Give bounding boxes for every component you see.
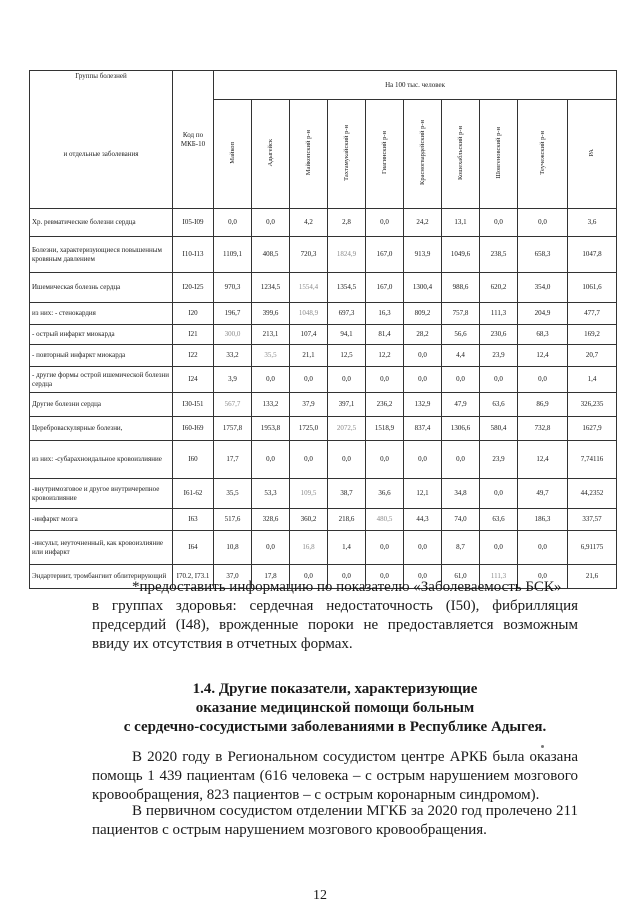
section-title-line3: с сердечно-сосудистыми заболеваниями в Республике Адыгея. xyxy=(123,719,547,735)
row-value: 2,8 xyxy=(328,209,366,237)
row-value: 1627,9 xyxy=(568,417,617,441)
row-value: 0,0 xyxy=(518,209,568,237)
header-region xyxy=(442,100,480,209)
table-row xyxy=(30,479,617,509)
row-value: 133,2 xyxy=(252,393,290,417)
row-value: 33,2 xyxy=(214,345,252,367)
row-icd-code: I22 xyxy=(173,345,214,367)
row-value: 0,0 xyxy=(366,531,404,565)
table-row xyxy=(30,273,617,303)
note-rest: в группах здоровья: сердечная недостаточность (I50), фибрилляция предсердий (I48), врожденные пороки не предоставляется возможным ввиду их отсутствия в отчетных формах. xyxy=(92,598,578,652)
row-value: 47,9 xyxy=(442,393,480,417)
row-value: 720,3 xyxy=(290,237,328,273)
row-value: 12,5 xyxy=(328,345,366,367)
row-value: 6,91175 xyxy=(568,531,617,565)
row-disease-name: - другие формы острой ишемической болезни сердца xyxy=(30,367,173,393)
header-region-label: Майкопский р-н xyxy=(304,130,312,176)
row-value: 12,4 xyxy=(518,345,568,367)
row-value: 480,5 xyxy=(366,509,404,531)
row-value: 399,6 xyxy=(252,303,290,325)
row-value: 24,2 xyxy=(404,209,442,237)
table-row xyxy=(30,325,617,345)
row-value: 132,9 xyxy=(404,393,442,417)
row-disease-name: Эндартериит, тромбангиит облитерирующий xyxy=(30,565,173,589)
row-value: 1953,8 xyxy=(252,417,290,441)
row-value: 0,0 xyxy=(404,441,442,479)
row-value: 28,2 xyxy=(404,325,442,345)
row-icd-code: I64 xyxy=(173,531,214,565)
row-value: 1518,9 xyxy=(366,417,404,441)
header-region xyxy=(328,100,366,209)
row-value: 0,0 xyxy=(366,209,404,237)
header-region xyxy=(568,100,617,209)
row-value: 580,4 xyxy=(480,417,518,441)
paragraph-regional-center: В 2020 году в Региональном сосудистом центре АРКБ была оказана помощь 1 439 пациентам (616 человека – с острым нарушением мозгового кровообращения, 823 пациентов – с острым коронарным синдромом). xyxy=(92,749,578,803)
row-value: 0,0 xyxy=(328,565,366,589)
table-row xyxy=(30,345,617,367)
row-value: 1306,6 xyxy=(442,417,480,441)
row-value: 1,4 xyxy=(328,531,366,565)
header-region xyxy=(480,100,518,209)
row-value: 68,3 xyxy=(518,325,568,345)
row-value: 17,7 xyxy=(214,441,252,479)
table-row xyxy=(30,441,617,479)
row-value: 49,7 xyxy=(518,479,568,509)
row-icd-code: I30-I51 xyxy=(173,393,214,417)
row-value: 17,8 xyxy=(252,565,290,589)
row-value: 0,0 xyxy=(480,209,518,237)
page-number: 12 xyxy=(313,888,327,903)
row-value: 44,3 xyxy=(404,509,442,531)
row-icd-code: I05-I09 xyxy=(173,209,214,237)
row-value: 477,7 xyxy=(568,303,617,325)
header-region-label: РА xyxy=(588,149,596,157)
row-disease-name: из них: - стенокардия xyxy=(30,303,173,325)
table-row xyxy=(30,417,617,441)
row-value: 517,6 xyxy=(214,509,252,531)
row-disease-name: Болезни, характеризующиеся повышенным кровяным давлением xyxy=(30,237,173,273)
row-value: 56,6 xyxy=(442,325,480,345)
row-value: 111,3 xyxy=(480,303,518,325)
row-value: 0,0 xyxy=(366,367,404,393)
header-region-label: Адыгейск xyxy=(266,139,274,167)
row-value: 74,0 xyxy=(442,509,480,531)
row-value: 23,9 xyxy=(480,345,518,367)
row-value: 107,4 xyxy=(290,325,328,345)
row-value: 0,0 xyxy=(328,367,366,393)
row-value: 1757,8 xyxy=(214,417,252,441)
row-value: 34,8 xyxy=(442,479,480,509)
row-disease-name: -внутримозговое и другое внутричерепное кровоизлияние xyxy=(30,479,173,509)
row-value: 0,0 xyxy=(214,209,252,237)
header-region-label: Тахтамукайский р-н xyxy=(342,125,350,181)
row-value: 970,3 xyxy=(214,273,252,303)
row-value: 53,3 xyxy=(252,479,290,509)
row-value: 109,5 xyxy=(290,479,328,509)
header-code: Код по МКБ-10 xyxy=(173,71,214,209)
row-value: 697,3 xyxy=(328,303,366,325)
row-value: 4,2 xyxy=(290,209,328,237)
row-value: 326,235 xyxy=(568,393,617,417)
row-disease-name: - острый инфаркт миокарда xyxy=(30,325,173,345)
table-row xyxy=(30,393,617,417)
row-value: 23,9 xyxy=(480,441,518,479)
header-region-label: Красногвардейский р-н xyxy=(418,120,426,186)
row-disease-name: Цереброваскулярные болезни, xyxy=(30,417,173,441)
row-value: 809,2 xyxy=(404,303,442,325)
row-value: 37,9 xyxy=(290,393,328,417)
row-value: 12,4 xyxy=(518,441,568,479)
row-disease-name: -инфаркт мозга xyxy=(30,509,173,531)
row-value: 0,0 xyxy=(518,531,568,565)
row-value: 63,6 xyxy=(480,393,518,417)
row-icd-code: I70.2, I73.1 xyxy=(173,565,214,589)
row-value: 238,5 xyxy=(480,237,518,273)
row-value: 37,0 xyxy=(214,565,252,589)
row-icd-code: I20-I25 xyxy=(173,273,214,303)
row-value: 4,4 xyxy=(442,345,480,367)
row-value: 21,1 xyxy=(290,345,328,367)
row-value: 1047,8 xyxy=(568,237,617,273)
row-value: 16,8 xyxy=(290,531,328,565)
row-value: 1725,0 xyxy=(290,417,328,441)
row-value: 0,0 xyxy=(518,367,568,393)
row-value: 61,0 xyxy=(442,565,480,589)
row-value: 63,6 xyxy=(480,509,518,531)
row-value: 0,0 xyxy=(366,565,404,589)
row-value: 230,6 xyxy=(480,325,518,345)
header-region-label: Кошехабльский р-н xyxy=(456,125,464,180)
row-value: 1234,5 xyxy=(252,273,290,303)
row-icd-code: I24 xyxy=(173,367,214,393)
statistics-table xyxy=(29,70,617,589)
row-icd-code: I61-62 xyxy=(173,479,214,509)
row-disease-name: Ишемическая болезнь сердца xyxy=(30,273,173,303)
row-value: 988,6 xyxy=(442,273,480,303)
row-value: 757,8 xyxy=(442,303,480,325)
table-row xyxy=(30,531,617,565)
table-row xyxy=(30,209,617,237)
row-value: 167,0 xyxy=(366,273,404,303)
row-value: 0,0 xyxy=(290,565,328,589)
row-disease-name: -инсульт, неуточненный, как кровоизлияние или инфаркт xyxy=(30,531,173,565)
row-value: 3,6 xyxy=(568,209,617,237)
row-value: 360,2 xyxy=(290,509,328,531)
row-icd-code: I21 xyxy=(173,325,214,345)
row-icd-code: I60-I69 xyxy=(173,417,214,441)
row-value: 0,0 xyxy=(290,441,328,479)
paragraph-primary-department: В первичном сосудистом отделении МГКБ за 2020 год пролечено 211 пациентов с острым нарушением мозгового кровообращения. xyxy=(92,803,578,838)
row-value: 1048,9 xyxy=(290,303,328,325)
row-value: 186,3 xyxy=(518,509,568,531)
section-title-line2: оказание медицинской помощи больным xyxy=(195,700,475,716)
row-disease-name: - повторный инфаркт миокарда xyxy=(30,345,173,367)
row-value: 35,5 xyxy=(252,345,290,367)
row-icd-code: I60 xyxy=(173,441,214,479)
row-value: 0,0 xyxy=(404,531,442,565)
row-value: 354,0 xyxy=(518,273,568,303)
header-per-100k: На 100 тыс. человек xyxy=(214,71,617,100)
note-line1: *предоставить информацию по показателю «Заболеваемость БСК» xyxy=(132,579,562,595)
row-value: 0,0 xyxy=(518,565,568,589)
row-value: 1109,1 xyxy=(214,237,252,273)
row-value: 36,6 xyxy=(366,479,404,509)
row-value: 567,7 xyxy=(214,393,252,417)
row-value: 0,0 xyxy=(480,531,518,565)
header-region xyxy=(252,100,290,209)
row-value: 837,4 xyxy=(404,417,442,441)
row-value: 111,3 xyxy=(480,565,518,589)
row-disease-name: Другие болезни сердца xyxy=(30,393,173,417)
header-region-label: Майкоп xyxy=(228,142,236,164)
row-value: 408,5 xyxy=(252,237,290,273)
row-icd-code: I63 xyxy=(173,509,214,531)
row-value: 204,9 xyxy=(518,303,568,325)
row-value: 196,7 xyxy=(214,303,252,325)
header-region xyxy=(366,100,404,209)
table-row xyxy=(30,237,617,273)
row-value: 213,1 xyxy=(252,325,290,345)
row-disease-name: из них: -субарахноидальное кровоизлияние xyxy=(30,441,173,479)
row-value: 0,0 xyxy=(366,441,404,479)
row-value: 236,2 xyxy=(366,393,404,417)
row-value: 1824,9 xyxy=(328,237,366,273)
header-region xyxy=(404,100,442,209)
header-diseases: и отдельные заболевания xyxy=(30,100,173,209)
row-value: 35,5 xyxy=(214,479,252,509)
row-value: 0,0 xyxy=(404,345,442,367)
row-value: 397,1 xyxy=(328,393,366,417)
row-value: 1354,5 xyxy=(328,273,366,303)
row-disease-name: Хр. ревматические болезни сердца xyxy=(30,209,173,237)
row-value: 0,0 xyxy=(252,441,290,479)
row-value: 218,6 xyxy=(328,509,366,531)
row-value: 1554,4 xyxy=(290,273,328,303)
row-value: 94,1 xyxy=(328,325,366,345)
row-value: 328,6 xyxy=(252,509,290,531)
row-value: 169,2 xyxy=(568,325,617,345)
row-value: 1300,4 xyxy=(404,273,442,303)
row-icd-code: I20 xyxy=(173,303,214,325)
row-value: 0,0 xyxy=(480,367,518,393)
section-title-line1: 1.4. Другие показатели, характеризующие xyxy=(192,681,478,697)
row-value: 21,6 xyxy=(568,565,617,589)
row-value: 732,8 xyxy=(518,417,568,441)
section-title xyxy=(92,680,578,737)
row-value: 12,1 xyxy=(404,479,442,509)
row-value: 13,1 xyxy=(442,209,480,237)
row-value: 0,0 xyxy=(404,367,442,393)
table-row xyxy=(30,303,617,325)
table-row xyxy=(30,367,617,393)
header-region-label: Теучежский р-н xyxy=(538,131,546,175)
row-value: 300,0 xyxy=(214,325,252,345)
row-value: 86,9 xyxy=(518,393,568,417)
header-region xyxy=(214,100,252,209)
row-value: 7,74116 xyxy=(568,441,617,479)
row-value: 44,2352 xyxy=(568,479,617,509)
row-value: 0,0 xyxy=(442,367,480,393)
row-value: 0,0 xyxy=(252,531,290,565)
row-value: 2072,5 xyxy=(328,417,366,441)
row-value: 0,0 xyxy=(252,209,290,237)
row-value: 1,4 xyxy=(568,367,617,393)
row-value: 1049,6 xyxy=(442,237,480,273)
row-value: 913,9 xyxy=(404,237,442,273)
row-value: 0,0 xyxy=(404,565,442,589)
row-value: 0,0 xyxy=(252,367,290,393)
header-groups: Группы болезней xyxy=(30,71,173,100)
header-region xyxy=(518,100,568,209)
row-value: 0,0 xyxy=(442,441,480,479)
row-value: 3,9 xyxy=(214,367,252,393)
header-region xyxy=(290,100,328,209)
row-value: 167,0 xyxy=(366,237,404,273)
row-value: 1061,6 xyxy=(568,273,617,303)
row-value: 0,0 xyxy=(480,479,518,509)
row-value: 0,0 xyxy=(328,441,366,479)
row-value: 16,3 xyxy=(366,303,404,325)
row-icd-code: I10-I13 xyxy=(173,237,214,273)
note-paragraph xyxy=(92,578,578,654)
row-value: 8,7 xyxy=(442,531,480,565)
row-value: 620,2 xyxy=(480,273,518,303)
row-value: 12,2 xyxy=(366,345,404,367)
row-value: 658,3 xyxy=(518,237,568,273)
row-value: 0,0 xyxy=(290,367,328,393)
row-value: 10,8 xyxy=(214,531,252,565)
row-value: 38,7 xyxy=(328,479,366,509)
table-row xyxy=(30,509,617,531)
header-region-label: Шовгеновский р-н xyxy=(494,127,502,179)
row-value: 20,7 xyxy=(568,345,617,367)
header-region-label: Гиагинский р-н xyxy=(380,131,388,175)
row-value: 337,57 xyxy=(568,509,617,531)
row-value: 81,4 xyxy=(366,325,404,345)
